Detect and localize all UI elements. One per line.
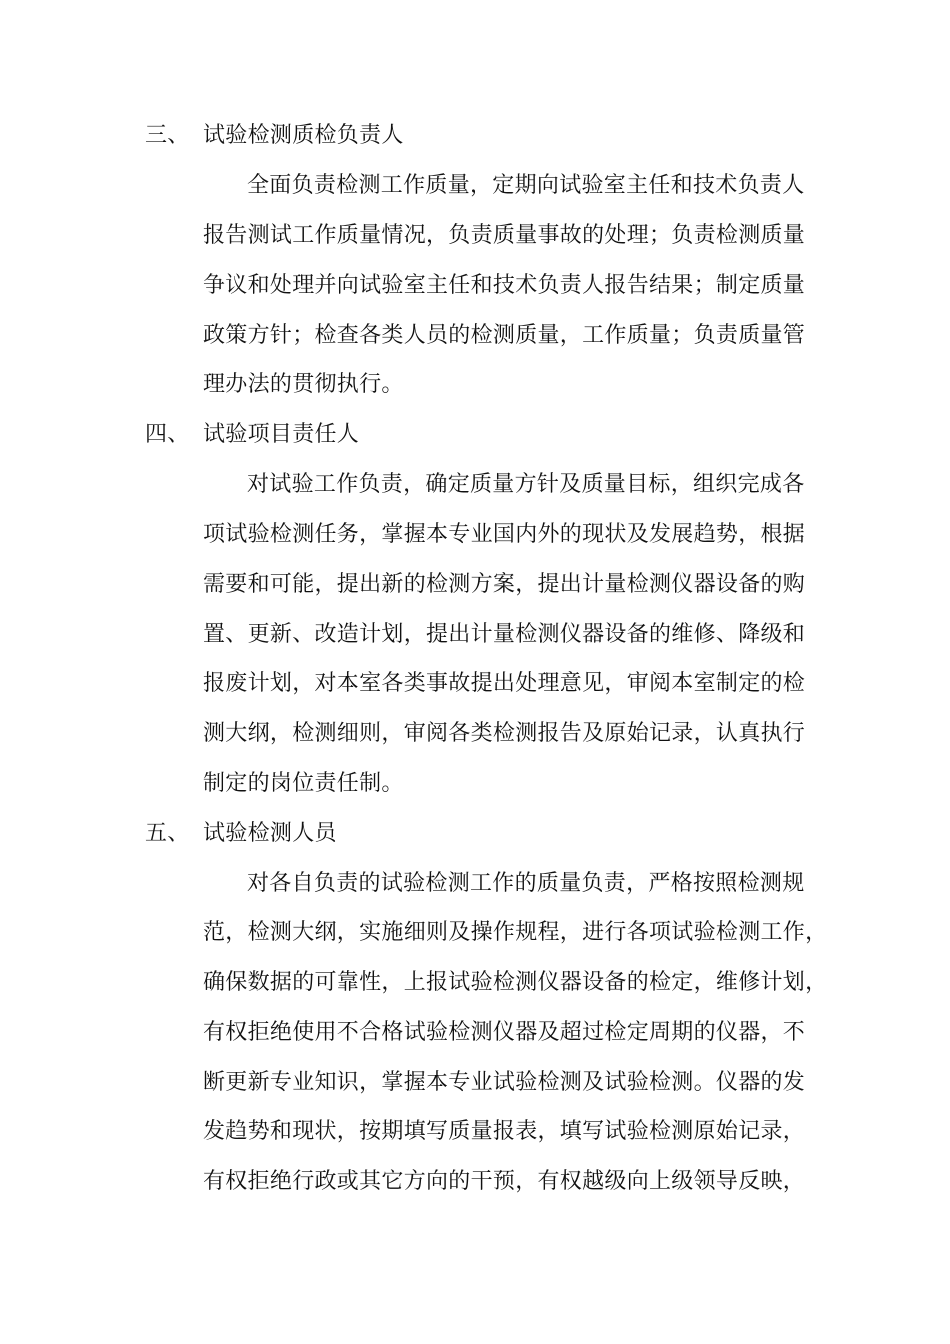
- paragraph-line: 理办法的贯彻执行。: [203, 372, 404, 397]
- paragraph-line: 制定的岗位责任制。: [203, 771, 404, 796]
- section-number: 三、: [145, 123, 190, 148]
- paragraph-line: 确保数据的可靠性，上报试验检测仪器设备的检定，维修计划，: [203, 970, 828, 995]
- paragraph-line: 有权拒绝使用不合格试验检测仪器及超过检定周期的仪器，不: [203, 1020, 806, 1045]
- paragraph-line: 争议和处理并向试验室主任和技术负责人报告结果；制定质量: [203, 273, 806, 298]
- section-title: 试验项目责任人: [203, 422, 360, 447]
- paragraph-line: 测大纲，检测细则，审阅各类检测报告及原始记录，认真执行: [203, 721, 806, 746]
- paragraph-line: 报告测试工作质量情况，负责质量事故的处理；负责检测质量: [203, 223, 806, 248]
- paragraph-line: 发趋势和现状，按期填写质量报表，填写试验检测原始记录，: [203, 1119, 806, 1144]
- paragraph-line: 政策方针；检查各类人员的检测质量，工作质量；负责质量管: [203, 323, 806, 348]
- paragraph-line: 报废计划，对本室各类事故提出处理意见，审阅本室制定的检: [203, 671, 806, 696]
- section-number: 五、: [145, 821, 190, 846]
- paragraph-line: 需要和可能，提出新的检测方案，提出计量检测仪器设备的购: [203, 572, 806, 597]
- paragraph-line: 范，检测大纲，实施细则及操作规程，进行各项试验检测工作，: [203, 920, 828, 945]
- paragraph-line: 有权拒绝行政或其它方向的干预，有权越级向上级领导反映，: [203, 1169, 806, 1194]
- section-title: 试验检测人员: [203, 821, 337, 846]
- paragraph-line: 项试验检测任务，掌握本专业国内外的现状及发展趋势，根据: [203, 522, 806, 547]
- paragraph-line: 置、更新、改造计划，提出计量检测仪器设备的维修、降级和: [203, 622, 806, 647]
- paragraph-line: 对各自负责的试验检测工作的质量负责，严格按照检测规: [247, 871, 805, 896]
- section-number: 四、: [145, 422, 190, 447]
- paragraph-line: 断更新专业知识，掌握本专业试验检测及试验检测。仪器的发: [203, 1070, 806, 1095]
- section-title: 试验检测质检负责人: [203, 123, 404, 148]
- paragraph-line: 对试验工作负责，确定质量方针及质量目标，组织完成各: [247, 472, 805, 497]
- paragraph-line: 全面负责检测工作质量，定期向试验室主任和技术负责人: [247, 173, 805, 198]
